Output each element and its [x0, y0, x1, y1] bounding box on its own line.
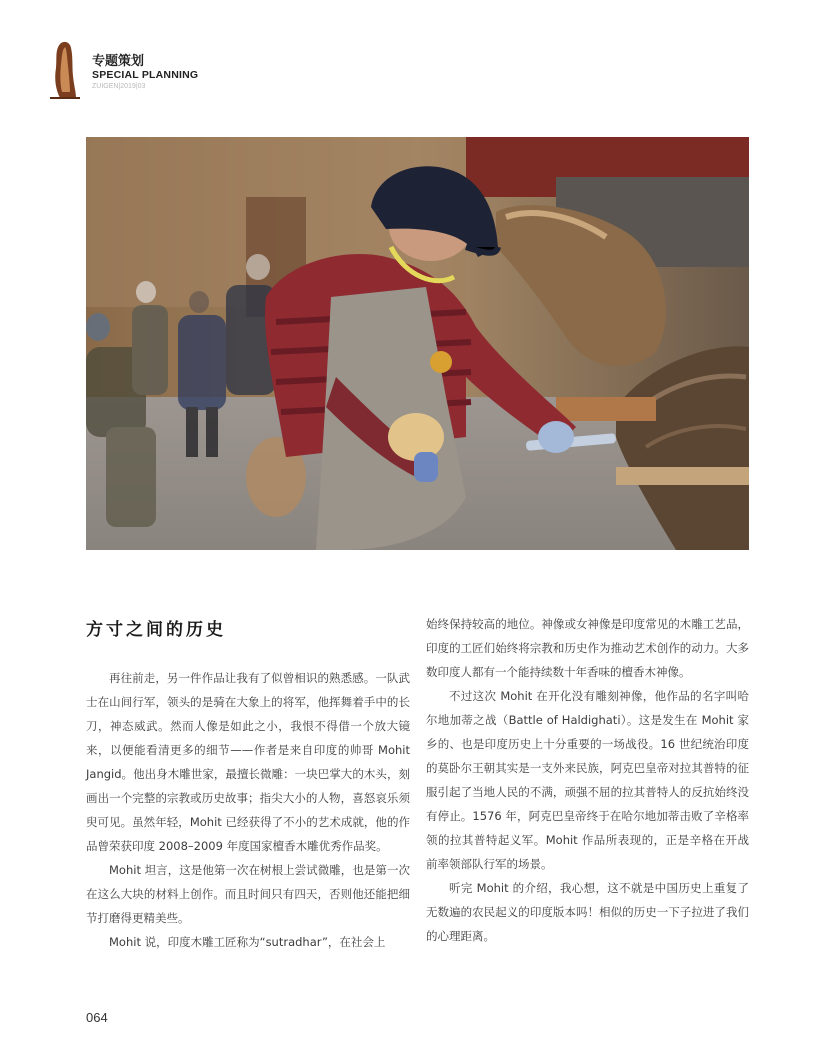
article-paragraph: 始终保持较高的地位。神像或女神像是印度常见的木雕工艺品，印度的工匠们始终将宗教和历史作为推动艺术创作的动力。大多数印度人都有一个能持续数十年香味的檀香木神像。 [426, 617, 749, 679]
issue-label: ZUIGEN|2019|03 [92, 83, 146, 90]
article-paragraph: Mohit 坦言，这是他第一次在树根上尝试微雕，也是第一次在这么大块的材料上创作。而且时间只有四天，否则他还能把细节打磨得更精美些。 [86, 863, 410, 925]
article-paragraph: 听完 Mohit 的介绍，我心想，这不就是中国历史上重复了无数遍的农民起义的印度版本吗！相似的历史一下子拉进了我们的心理距离。 [426, 881, 749, 943]
root-sculpture-logo-icon [46, 40, 82, 100]
article-heading: 方寸之间的历史 [86, 620, 226, 640]
article-paragraph: Mohit 说，印度木雕工匠称为“sutradhar”，在社会上 [109, 935, 386, 949]
article-left-column [86, 612, 410, 954]
article-paragraph: 不过这次 Mohit 在开化没有雕刻神像，他作品的名字叫哈尔地加蒂之战（Battle of Haldighati）。这是发生在 Mohit 家乡的、也是印度历史上十分重要的一场战役。16 世纪统治印度的莫卧尔王朝其实是一支外来民族，阿克巴皇帝对拉其普特的征服引起了当地人民的不满，顽强不屈的拉其普特人的反抗始终没有停止。1576 年，阿克巴皇帝终于在哈尔地加蒂击败了辛格率领的拉其普特起义军。Mohit 作品所表现的，正是辛格在开战前率领部队行军的场景。 [426, 689, 749, 871]
woodcarving-photo [86, 137, 749, 550]
page-number: 064 [86, 1010, 108, 1025]
article-paragraph: 再往前走，另一件作品让我有了似曾相识的熟悉感。一队武士在山间行军，领头的是骑在大象上的将军，他挥舞着手中的长刀，神态威武。然而人像是如此之小，我恨不得借一个放大镜来，以便能看清更多的细节——作者是来自印度的帅哥 Mohit Jangid。他出身木雕世家，最擅长微雕：一块巴掌大的木头，刻画出一个完整的宗教或历史故事；指尖大小的人物，喜怒哀乐须臾可见。虽然年轻，Mohit 已经获得了不小的艺术成就，他的作品曾荣获印度 2008–2009 年度国家檀香木雕优秀作品奖。 [86, 671, 410, 853]
header-text [92, 54, 198, 91]
article-right-column [426, 612, 749, 948]
section-title-cn: 专题策划 [92, 54, 145, 69]
section-title-en: SPECIAL PLANNING [92, 69, 199, 81]
woodcarver-photo-icon [86, 137, 749, 550]
page-header [46, 40, 306, 102]
